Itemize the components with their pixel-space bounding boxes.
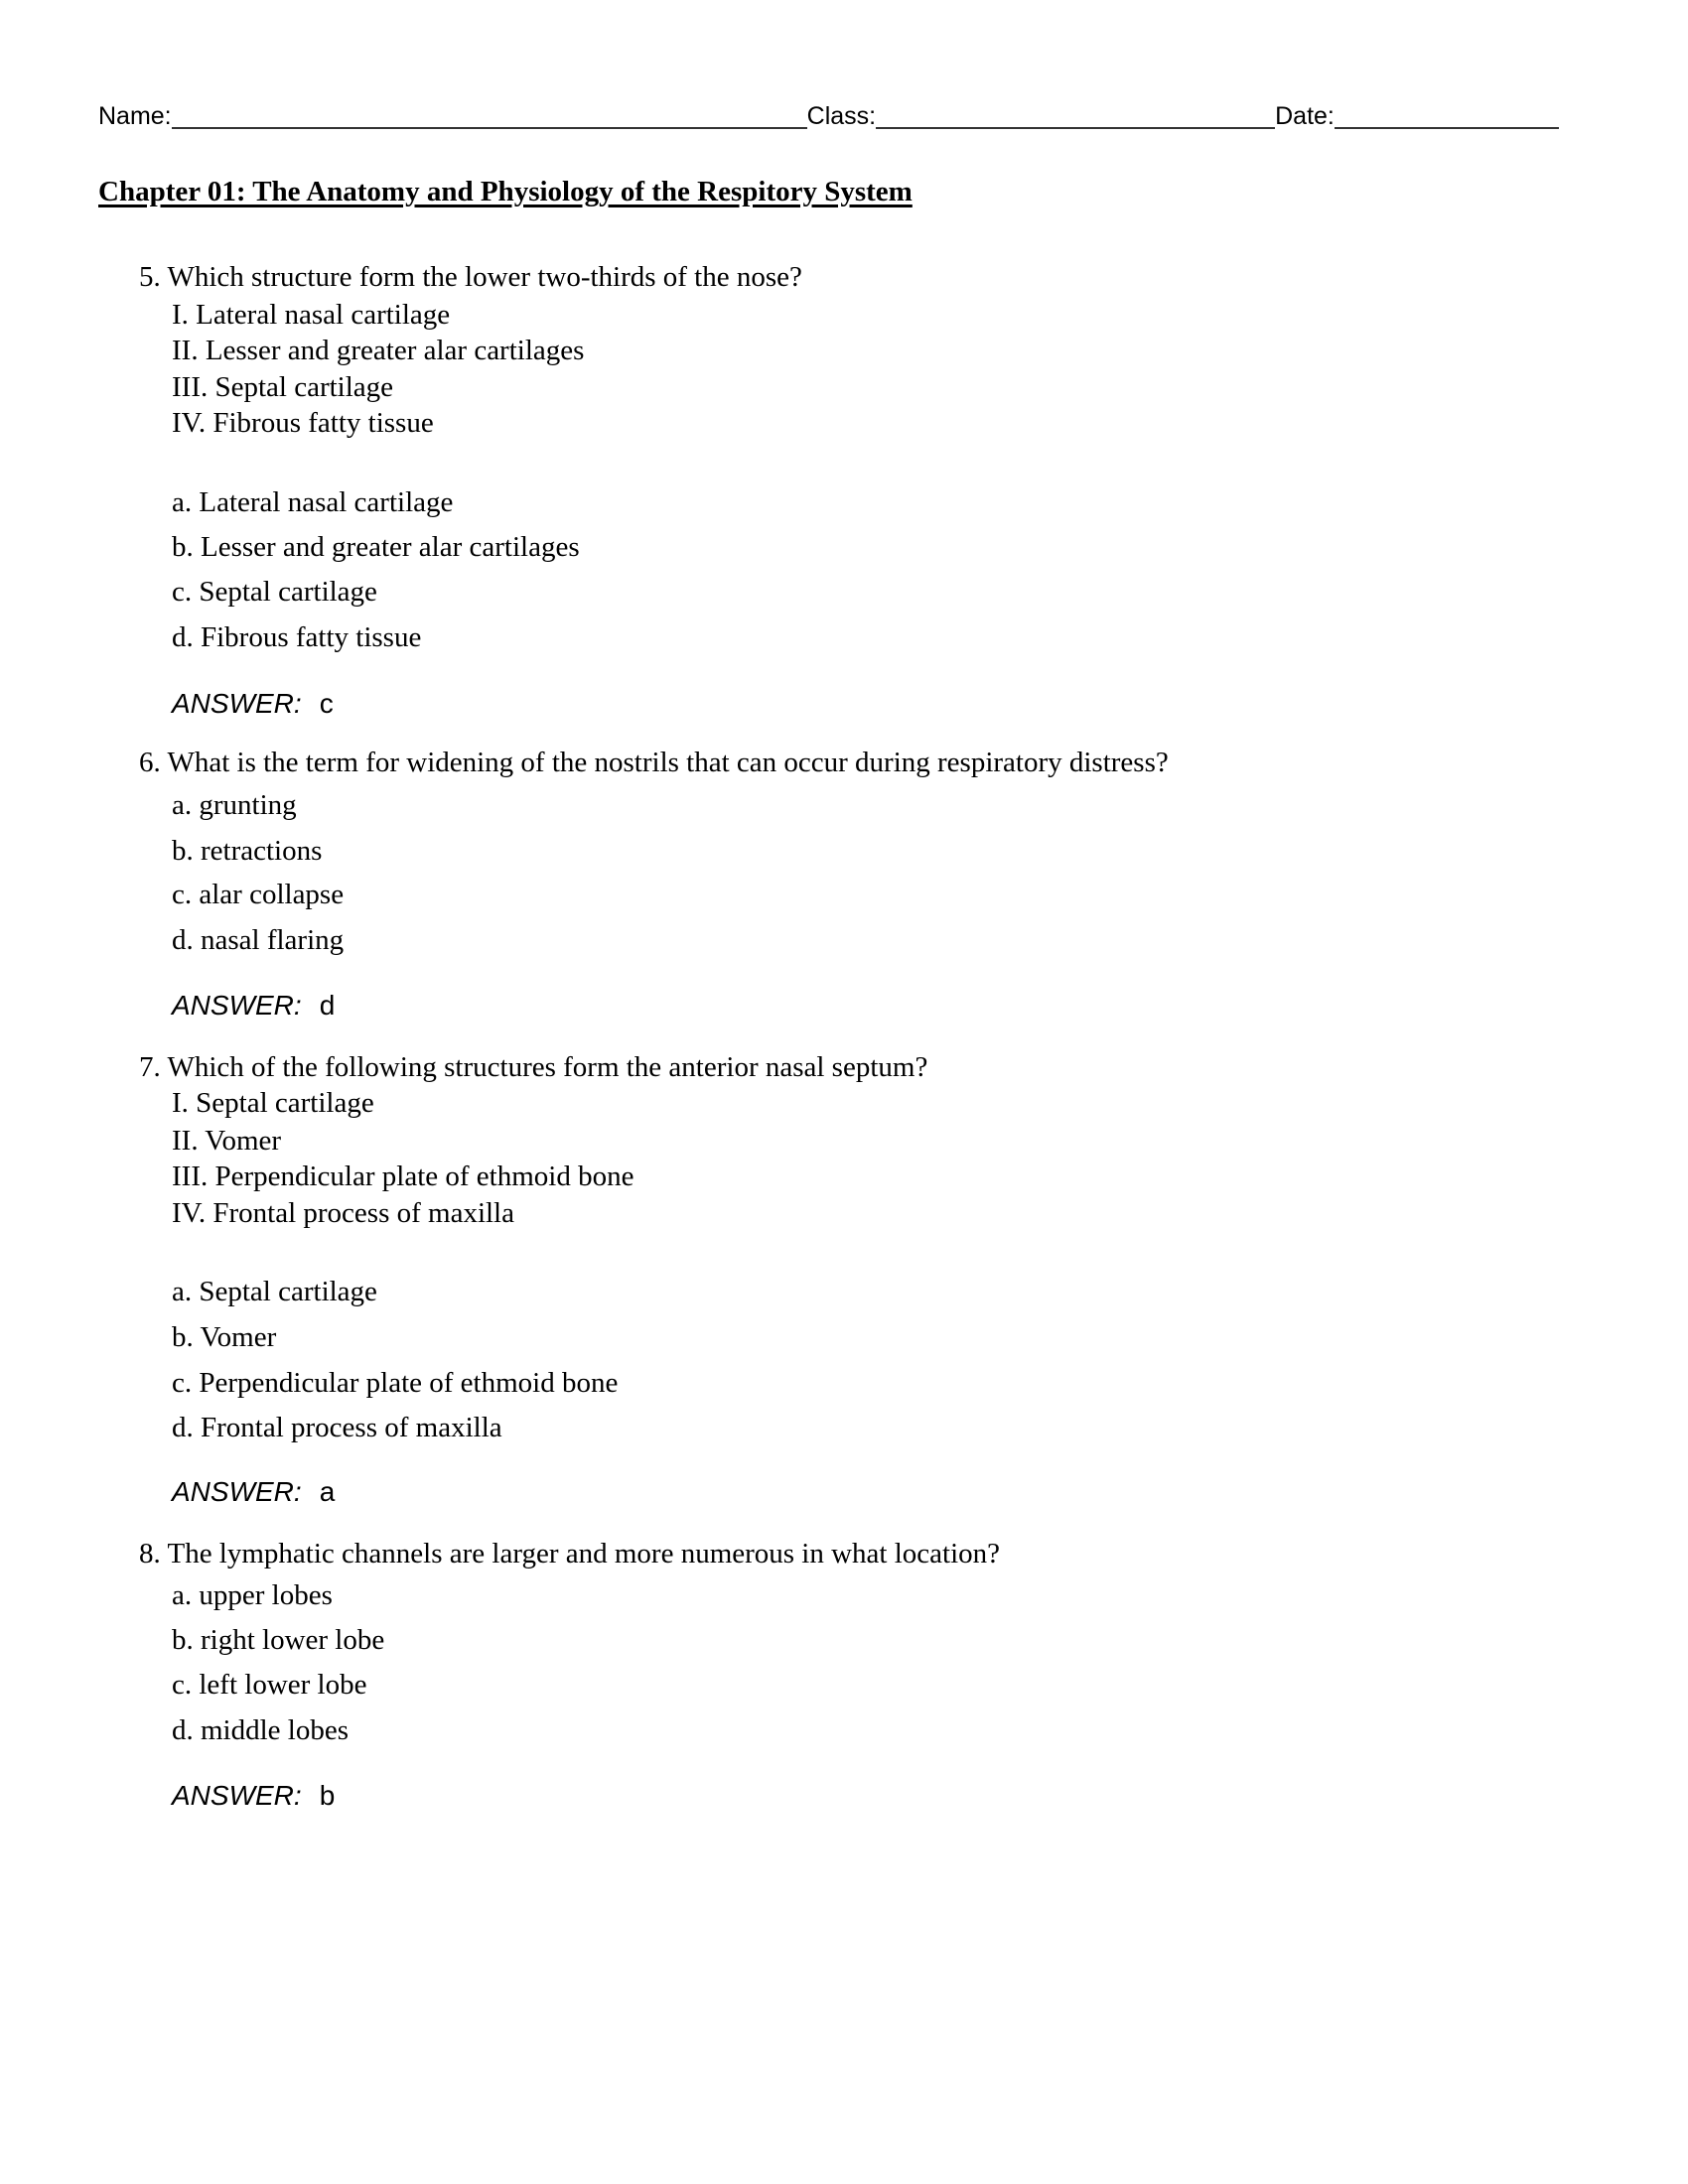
answer-choice-c: c. Perpendicular plate of ethmoid bone bbox=[172, 1367, 619, 1399]
answer-choice-d: d. Fibrous fatty tissue bbox=[172, 621, 422, 653]
answer-choice-d: d. nasal flaring bbox=[172, 924, 345, 956]
question-item: IV. Frontal process of maxilla bbox=[172, 1197, 514, 1229]
question-item: II. Vomer bbox=[172, 1125, 282, 1157]
question-item: IV. Fibrous fatty tissue bbox=[172, 407, 434, 439]
answer-value: a bbox=[319, 1476, 336, 1507]
answer-key bbox=[172, 1475, 335, 1509]
question-item: III. Perpendicular plate of ethmoid bone bbox=[172, 1160, 634, 1192]
answer-choice-d: d. Frontal process of maxilla bbox=[172, 1412, 502, 1443]
question-item: I. Lateral nasal cartilage bbox=[172, 299, 451, 331]
answer-label: ANSWER: bbox=[172, 990, 302, 1021]
question-item: I. Septal cartilage bbox=[172, 1087, 374, 1119]
answer-choice-b: b. Lesser and greater alar cartilages bbox=[172, 531, 580, 563]
answer-key bbox=[172, 687, 334, 721]
question-item: III. Septal cartilage bbox=[172, 371, 394, 403]
date-field[interactable] bbox=[1335, 101, 1559, 129]
header-fields bbox=[98, 99, 1580, 133]
question-stem: 6. What is the term for widening of the nostrils that can occur during respiratory distress? bbox=[139, 747, 1169, 778]
answer-label: ANSWER: bbox=[172, 1476, 302, 1507]
question-stem: 7. Which of the following structures form the anterior nasal septum? bbox=[139, 1051, 928, 1083]
answer-value: d bbox=[319, 990, 336, 1021]
answer-value: b bbox=[319, 1780, 336, 1811]
date-label: Date: bbox=[1275, 102, 1335, 130]
answer-key bbox=[172, 989, 335, 1023]
class-label: Class: bbox=[806, 102, 877, 130]
answer-key bbox=[172, 1779, 335, 1813]
answer-choice-c: c. Septal cartilage bbox=[172, 576, 377, 608]
question-stem: 8. The lymphatic channels are larger and more numerous in what location? bbox=[139, 1538, 1001, 1570]
answer-label: ANSWER: bbox=[172, 688, 302, 719]
class-field[interactable] bbox=[876, 101, 1275, 129]
answer-choice-b: b. Vomer bbox=[172, 1321, 277, 1353]
name-field[interactable] bbox=[172, 101, 807, 129]
answer-choice-a: a. grunting bbox=[172, 789, 297, 821]
answer-choice-a: a. upper lobes bbox=[172, 1579, 333, 1611]
name-label: Name: bbox=[98, 102, 172, 130]
question-stem: 5. Which structure form the lower two-thirds of the nose? bbox=[139, 261, 802, 293]
answer-choice-b: b. retractions bbox=[172, 835, 323, 867]
answer-choice-a: a. Septal cartilage bbox=[172, 1276, 377, 1307]
question-item: II. Lesser and greater alar cartilages bbox=[172, 335, 585, 366]
page-title: Chapter 01: The Anatomy and Physiology of the Respitory System bbox=[98, 176, 913, 207]
answer-choice-d: d. middle lobes bbox=[172, 1714, 350, 1746]
answer-value: c bbox=[319, 688, 334, 719]
answer-choice-c: c. left lower lobe bbox=[172, 1669, 367, 1701]
answer-choice-a: a. Lateral nasal cartilage bbox=[172, 486, 454, 518]
answer-label: ANSWER: bbox=[172, 1780, 302, 1811]
answer-choice-b: b. right lower lobe bbox=[172, 1624, 385, 1656]
answer-choice-c: c. alar collapse bbox=[172, 879, 345, 910]
